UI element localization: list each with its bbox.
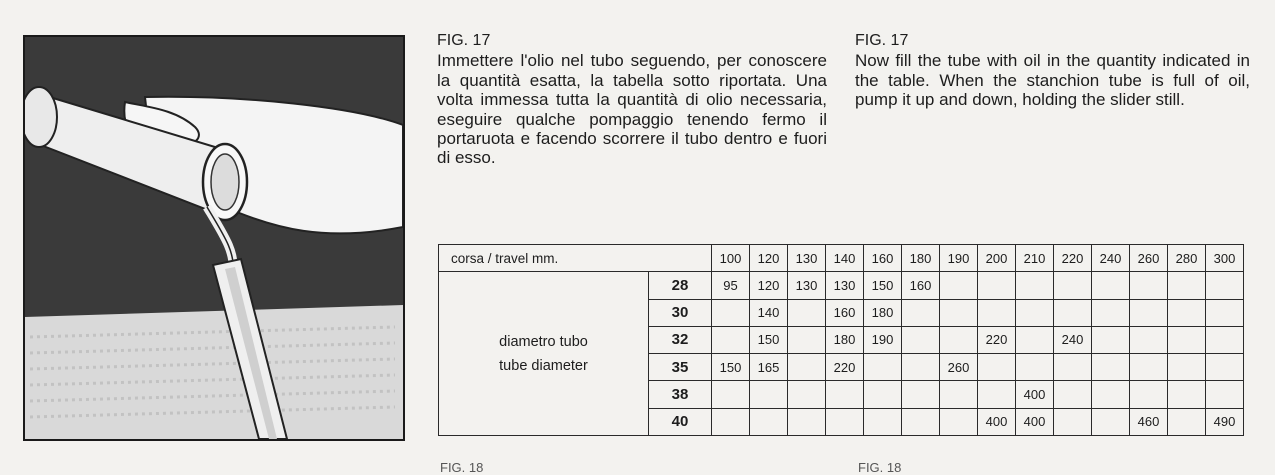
oil-quantity-cell xyxy=(940,299,978,326)
oil-quantity-cell: 130 xyxy=(826,272,864,299)
oil-quantity-cell xyxy=(1016,326,1054,353)
oil-quantity-cell xyxy=(1054,381,1092,408)
oil-quantity-cell xyxy=(902,381,940,408)
diameter-value: 35 xyxy=(649,354,712,381)
diameter-value: 32 xyxy=(649,326,712,353)
oil-quantity-cell: 400 xyxy=(978,408,1016,435)
oil-quantity-cell: 130 xyxy=(788,272,826,299)
oil-quantity-cell xyxy=(1130,299,1168,326)
oil-quantity-cell xyxy=(1206,381,1244,408)
oil-quantity-cell xyxy=(902,354,940,381)
travel-value-header: 180 xyxy=(902,245,940,272)
oil-quantity-cell xyxy=(940,272,978,299)
oil-quantity-cell xyxy=(1130,354,1168,381)
table-row xyxy=(439,272,1244,299)
oil-pouring-illustration xyxy=(23,35,405,441)
oil-quantity-cell xyxy=(1168,381,1206,408)
oil-quantity-cell xyxy=(1092,326,1130,353)
travel-value-header: 140 xyxy=(826,245,864,272)
oil-quantity-cell xyxy=(1016,354,1054,381)
english-instructions xyxy=(855,31,1250,110)
oil-quantity-cell xyxy=(788,326,826,353)
travel-value-header: 200 xyxy=(978,245,1016,272)
fig-label-en: FIG. 17 xyxy=(855,32,909,49)
oil-quantity-cell xyxy=(940,326,978,353)
oil-quantity-cell: 140 xyxy=(750,299,788,326)
oil-quantity-cell xyxy=(1206,326,1244,353)
travel-value-header: 280 xyxy=(1168,245,1206,272)
oil-quantity-cell: 150 xyxy=(864,272,902,299)
travel-value-header: 300 xyxy=(1206,245,1244,272)
oil-quantity-cell xyxy=(978,299,1016,326)
oil-quantity-cell: 190 xyxy=(864,326,902,353)
oil-quantity-cell xyxy=(1206,299,1244,326)
oil-quantity-cell xyxy=(712,408,750,435)
travel-value-header: 240 xyxy=(1092,245,1130,272)
oil-quantity-cell xyxy=(1168,299,1206,326)
travel-value-header: 260 xyxy=(1130,245,1168,272)
oil-quantity-cell: 150 xyxy=(712,354,750,381)
fig-label-it: FIG. 17 xyxy=(437,32,491,49)
oil-quantity-cell xyxy=(826,408,864,435)
english-text: Now fill the tube with oil in the quantity indicated in the table. When the stanchion tube is full of oil, pump it up and down, holding the slider still. xyxy=(855,51,1250,110)
oil-quantity-cell xyxy=(788,354,826,381)
travel-value-header: 190 xyxy=(940,245,978,272)
oil-quantity-cell xyxy=(788,299,826,326)
oil-quantity-cell xyxy=(864,354,902,381)
diameter-value: 28 xyxy=(649,272,712,299)
oil-quantity-cell xyxy=(1092,272,1130,299)
oil-quantity-cell xyxy=(1054,272,1092,299)
oil-quantity-cell xyxy=(1016,299,1054,326)
travel-value-header: 220 xyxy=(1054,245,1092,272)
oil-quantity-cell xyxy=(1092,408,1130,435)
oil-quantity-cell xyxy=(1130,272,1168,299)
oil-quantity-cell xyxy=(712,381,750,408)
oil-quantity-cell xyxy=(902,299,940,326)
oil-quantity-cell: 400 xyxy=(1016,381,1054,408)
diameter-value: 40 xyxy=(649,408,712,435)
travel-value-header: 130 xyxy=(788,245,826,272)
oil-quantity-cell xyxy=(1054,408,1092,435)
next-fig-label-right: FIG. 18 xyxy=(858,460,902,475)
diameter-label-it: diametro tubo xyxy=(499,333,588,350)
travel-value-header: 210 xyxy=(1016,245,1054,272)
oil-table-body xyxy=(439,245,1244,436)
oil-quantity-cell: 120 xyxy=(750,272,788,299)
oil-quantity-cell: 460 xyxy=(1130,408,1168,435)
oil-quantity-cell: 95 xyxy=(712,272,750,299)
oil-quantity-cell xyxy=(712,299,750,326)
oil-quantity-cell xyxy=(1054,354,1092,381)
oil-quantity-cell xyxy=(788,381,826,408)
oil-quantity-cell xyxy=(1130,381,1168,408)
diameter-value: 30 xyxy=(649,299,712,326)
oil-quantity-cell xyxy=(864,408,902,435)
oil-quantity-cell xyxy=(978,354,1016,381)
oil-quantity-cell: 220 xyxy=(978,326,1016,353)
oil-quantity-cell xyxy=(978,272,1016,299)
oil-quantity-cell: 160 xyxy=(902,272,940,299)
oil-quantity-table xyxy=(438,244,1244,436)
oil-quantity-cell: 260 xyxy=(940,354,978,381)
oil-quantity-cell xyxy=(940,381,978,408)
oil-quantity-cell: 150 xyxy=(750,326,788,353)
oil-quantity-cell xyxy=(1206,272,1244,299)
oil-quantity-cell xyxy=(712,326,750,353)
oil-quantity-cell xyxy=(1206,354,1244,381)
italian-text: Immettere l'olio nel tubo seguendo, per conoscere la quantità esatta, la tabella sotto riportata. Una volta immessa tutta la quantità di olio necessaria, eseguire qualche pompaggio tenendo fermo il portaruota e facendo scorrere il tubo dentro e fuori di esso. xyxy=(437,51,827,168)
oil-quantity-cell: 160 xyxy=(826,299,864,326)
oil-quantity-cell xyxy=(978,381,1016,408)
oil-quantity-cell xyxy=(788,408,826,435)
oil-quantity-cell xyxy=(940,408,978,435)
travel-header-label: corsa / travel mm. xyxy=(439,245,712,272)
oil-quantity-cell xyxy=(1168,408,1206,435)
oil-pouring-illustration-icon xyxy=(25,37,403,439)
oil-quantity-cell xyxy=(1016,272,1054,299)
oil-quantity-cell: 220 xyxy=(826,354,864,381)
table-header-row xyxy=(439,245,1244,272)
oil-quantity-cell xyxy=(750,408,788,435)
oil-quantity-cell xyxy=(1168,326,1206,353)
oil-quantity-cell xyxy=(1168,272,1206,299)
oil-quantity-cell xyxy=(750,381,788,408)
oil-quantity-cell: 490 xyxy=(1206,408,1244,435)
oil-quantity-cell xyxy=(1130,326,1168,353)
italian-instructions xyxy=(437,31,827,168)
oil-quantity-cell: 180 xyxy=(864,299,902,326)
oil-quantity-cell: 240 xyxy=(1054,326,1092,353)
oil-quantity-cell xyxy=(1092,299,1130,326)
oil-quantity-cell: 400 xyxy=(1016,408,1054,435)
oil-quantity-cell: 180 xyxy=(826,326,864,353)
travel-value-header: 100 xyxy=(712,245,750,272)
oil-quantity-cell xyxy=(826,381,864,408)
oil-quantity-cell xyxy=(864,381,902,408)
oil-quantity-cell xyxy=(1054,299,1092,326)
oil-quantity-cell xyxy=(902,408,940,435)
oil-quantity-cell xyxy=(1092,354,1130,381)
diameter-value: 38 xyxy=(649,381,712,408)
diameter-row-label xyxy=(439,272,649,436)
oil-quantity-cell xyxy=(1092,381,1130,408)
oil-quantity-cell xyxy=(902,326,940,353)
oil-quantity-cell: 165 xyxy=(750,354,788,381)
travel-value-header: 120 xyxy=(750,245,788,272)
next-fig-label-left: FIG. 18 xyxy=(440,460,484,475)
travel-value-header: 160 xyxy=(864,245,902,272)
oil-quantity-cell xyxy=(1168,354,1206,381)
diameter-label-en: tube diameter xyxy=(499,357,588,374)
